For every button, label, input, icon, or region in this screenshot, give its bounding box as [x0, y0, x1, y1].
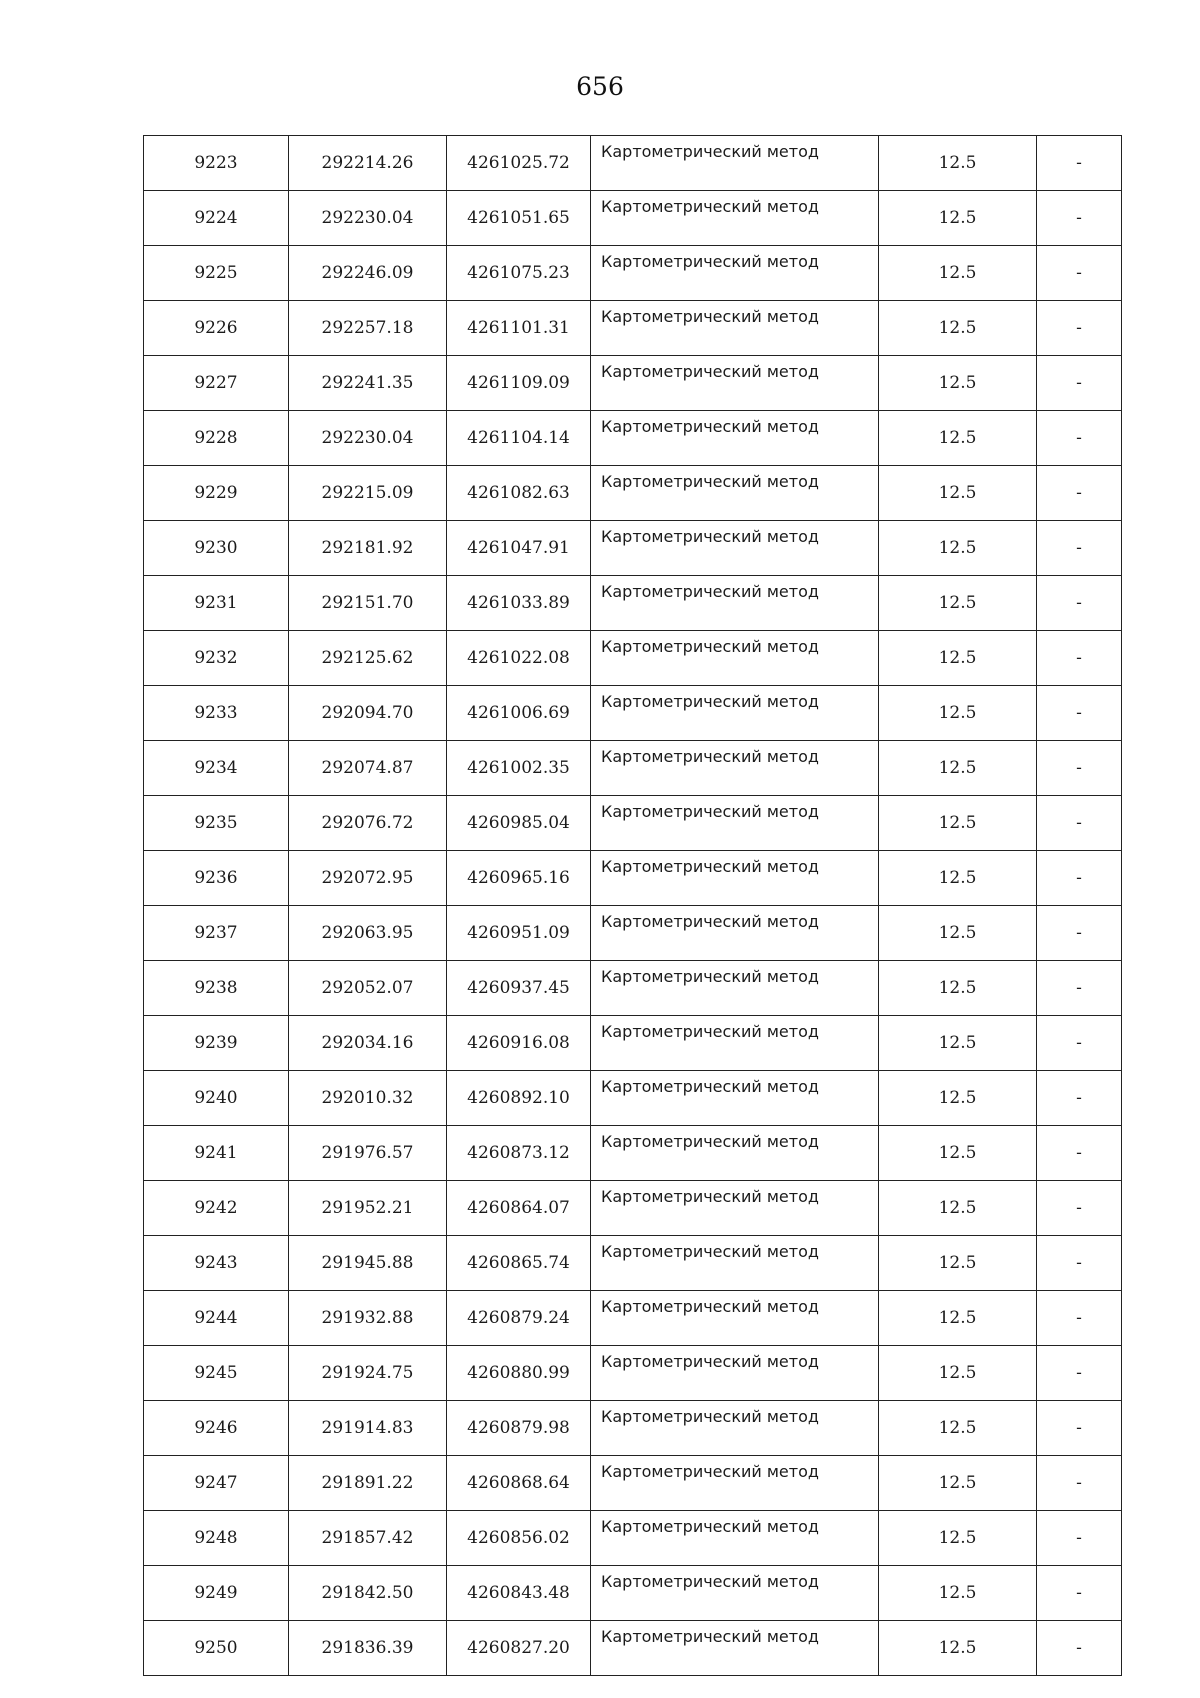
method-cell: Картометрический метод	[591, 356, 879, 411]
note-cell: -	[1037, 521, 1122, 576]
coordinates-table	[143, 135, 1122, 1676]
method-cell: Картометрический метод	[591, 1236, 879, 1291]
note-cell: -	[1037, 1071, 1122, 1126]
y-coordinate-cell: 4261075.23	[447, 246, 591, 301]
table-row	[144, 356, 1122, 411]
y-coordinate-cell: 4260892.10	[447, 1071, 591, 1126]
table-row	[144, 1346, 1122, 1401]
table-row	[144, 301, 1122, 356]
y-coordinate-cell: 4261002.35	[447, 741, 591, 796]
y-coordinate-cell: 4260879.98	[447, 1401, 591, 1456]
y-coordinate-cell: 4261082.63	[447, 466, 591, 521]
point-number-cell: 9228	[144, 411, 289, 466]
table-body	[144, 136, 1122, 1676]
y-coordinate-cell: 4261033.89	[447, 576, 591, 631]
x-coordinate-cell: 292230.04	[289, 191, 447, 246]
note-cell: -	[1037, 1401, 1122, 1456]
table-row	[144, 796, 1122, 851]
point-number-cell: 9242	[144, 1181, 289, 1236]
x-coordinate-cell: 291891.22	[289, 1456, 447, 1511]
point-number-cell: 9250	[144, 1621, 289, 1676]
point-number-cell: 9241	[144, 1126, 289, 1181]
point-number-cell: 9240	[144, 1071, 289, 1126]
y-coordinate-cell: 4260985.04	[447, 796, 591, 851]
table-row	[144, 1126, 1122, 1181]
y-coordinate-cell: 4261047.91	[447, 521, 591, 576]
table-row	[144, 411, 1122, 466]
method-cell: Картометрический метод	[591, 1071, 879, 1126]
accuracy-cell: 12.5	[879, 1126, 1037, 1181]
table-row	[144, 1016, 1122, 1071]
method-cell: Картометрический метод	[591, 1181, 879, 1236]
table-row	[144, 1236, 1122, 1291]
y-coordinate-cell: 4260843.48	[447, 1566, 591, 1621]
method-cell: Картометрический метод	[591, 1566, 879, 1621]
y-coordinate-cell: 4260916.08	[447, 1016, 591, 1071]
method-cell: Картометрический метод	[591, 1016, 879, 1071]
x-coordinate-cell: 291945.88	[289, 1236, 447, 1291]
note-cell: -	[1037, 576, 1122, 631]
point-number-cell: 9226	[144, 301, 289, 356]
accuracy-cell: 12.5	[879, 1401, 1037, 1456]
table-row	[144, 1456, 1122, 1511]
note-cell: -	[1037, 851, 1122, 906]
note-cell: -	[1037, 301, 1122, 356]
method-cell: Картометрический метод	[591, 136, 879, 191]
method-cell: Картометрический метод	[591, 1346, 879, 1401]
y-coordinate-cell: 4260856.02	[447, 1511, 591, 1566]
accuracy-cell: 12.5	[879, 246, 1037, 301]
method-cell: Картометрический метод	[591, 521, 879, 576]
note-cell: -	[1037, 466, 1122, 521]
point-number-cell: 9248	[144, 1511, 289, 1566]
y-coordinate-cell: 4260880.99	[447, 1346, 591, 1401]
note-cell: -	[1037, 1511, 1122, 1566]
x-coordinate-cell: 292214.26	[289, 136, 447, 191]
note-cell: -	[1037, 1456, 1122, 1511]
accuracy-cell: 12.5	[879, 411, 1037, 466]
accuracy-cell: 12.5	[879, 136, 1037, 191]
x-coordinate-cell: 291914.83	[289, 1401, 447, 1456]
accuracy-cell: 12.5	[879, 1511, 1037, 1566]
table-row	[144, 1071, 1122, 1126]
point-number-cell: 9238	[144, 961, 289, 1016]
y-coordinate-cell: 4260865.74	[447, 1236, 591, 1291]
y-coordinate-cell: 4261051.65	[447, 191, 591, 246]
method-cell: Картометрический метод	[591, 411, 879, 466]
point-number-cell: 9223	[144, 136, 289, 191]
y-coordinate-cell: 4260951.09	[447, 906, 591, 961]
y-coordinate-cell: 4261025.72	[447, 136, 591, 191]
note-cell: -	[1037, 1126, 1122, 1181]
point-number-cell: 9237	[144, 906, 289, 961]
x-coordinate-cell: 292074.87	[289, 741, 447, 796]
method-cell: Картометрический метод	[591, 246, 879, 301]
point-number-cell: 9245	[144, 1346, 289, 1401]
table-row	[144, 631, 1122, 686]
note-cell: -	[1037, 356, 1122, 411]
note-cell: -	[1037, 686, 1122, 741]
point-number-cell: 9224	[144, 191, 289, 246]
x-coordinate-cell: 292257.18	[289, 301, 447, 356]
method-cell: Картометрический метод	[591, 906, 879, 961]
note-cell: -	[1037, 1181, 1122, 1236]
table-row	[144, 1511, 1122, 1566]
page-number: 656	[576, 72, 624, 101]
y-coordinate-cell: 4261022.08	[447, 631, 591, 686]
y-coordinate-cell: 4260937.45	[447, 961, 591, 1016]
note-cell: -	[1037, 906, 1122, 961]
x-coordinate-cell: 292241.35	[289, 356, 447, 411]
note-cell: -	[1037, 1346, 1122, 1401]
accuracy-cell: 12.5	[879, 466, 1037, 521]
method-cell: Картометрический метод	[591, 686, 879, 741]
note-cell: -	[1037, 1621, 1122, 1676]
note-cell: -	[1037, 1016, 1122, 1071]
x-coordinate-cell: 292072.95	[289, 851, 447, 906]
accuracy-cell: 12.5	[879, 191, 1037, 246]
accuracy-cell: 12.5	[879, 1346, 1037, 1401]
point-number-cell: 9234	[144, 741, 289, 796]
accuracy-cell: 12.5	[879, 1621, 1037, 1676]
accuracy-cell: 12.5	[879, 1291, 1037, 1346]
point-number-cell: 9235	[144, 796, 289, 851]
point-number-cell: 9247	[144, 1456, 289, 1511]
method-cell: Картометрический метод	[591, 1126, 879, 1181]
x-coordinate-cell: 292094.70	[289, 686, 447, 741]
note-cell: -	[1037, 961, 1122, 1016]
method-cell: Картометрический метод	[591, 1511, 879, 1566]
table-row	[144, 1291, 1122, 1346]
accuracy-cell: 12.5	[879, 686, 1037, 741]
point-number-cell: 9243	[144, 1236, 289, 1291]
point-number-cell: 9244	[144, 1291, 289, 1346]
method-cell: Картометрический метод	[591, 1291, 879, 1346]
x-coordinate-cell: 292034.16	[289, 1016, 447, 1071]
accuracy-cell: 12.5	[879, 521, 1037, 576]
point-number-cell: 9230	[144, 521, 289, 576]
accuracy-cell: 12.5	[879, 1456, 1037, 1511]
point-number-cell: 9225	[144, 246, 289, 301]
point-number-cell: 9239	[144, 1016, 289, 1071]
point-number-cell: 9227	[144, 356, 289, 411]
y-coordinate-cell: 4261006.69	[447, 686, 591, 741]
table-row	[144, 466, 1122, 521]
y-coordinate-cell: 4260879.24	[447, 1291, 591, 1346]
method-cell: Картометрический метод	[591, 796, 879, 851]
x-coordinate-cell: 292181.92	[289, 521, 447, 576]
accuracy-cell: 12.5	[879, 1181, 1037, 1236]
table-row	[144, 521, 1122, 576]
accuracy-cell: 12.5	[879, 851, 1037, 906]
table-row	[144, 1621, 1122, 1676]
x-coordinate-cell: 291932.88	[289, 1291, 447, 1346]
note-cell: -	[1037, 1291, 1122, 1346]
accuracy-cell: 12.5	[879, 961, 1037, 1016]
x-coordinate-cell: 292125.62	[289, 631, 447, 686]
x-coordinate-cell: 291924.75	[289, 1346, 447, 1401]
x-coordinate-cell: 291976.57	[289, 1126, 447, 1181]
note-cell: -	[1037, 796, 1122, 851]
accuracy-cell: 12.5	[879, 301, 1037, 356]
method-cell: Картометрический метод	[591, 191, 879, 246]
y-coordinate-cell: 4260965.16	[447, 851, 591, 906]
x-coordinate-cell: 292063.95	[289, 906, 447, 961]
table-row	[144, 851, 1122, 906]
x-coordinate-cell: 292010.32	[289, 1071, 447, 1126]
table-row	[144, 906, 1122, 961]
table-row	[144, 1181, 1122, 1236]
y-coordinate-cell: 4260873.12	[447, 1126, 591, 1181]
note-cell: -	[1037, 411, 1122, 466]
method-cell: Картометрический метод	[591, 301, 879, 356]
x-coordinate-cell: 291857.42	[289, 1511, 447, 1566]
x-coordinate-cell: 292246.09	[289, 246, 447, 301]
method-cell: Картометрический метод	[591, 961, 879, 1016]
accuracy-cell: 12.5	[879, 796, 1037, 851]
method-cell: Картометрический метод	[591, 576, 879, 631]
y-coordinate-cell: 4260864.07	[447, 1181, 591, 1236]
point-number-cell: 9236	[144, 851, 289, 906]
method-cell: Картометрический метод	[591, 1456, 879, 1511]
point-number-cell: 9233	[144, 686, 289, 741]
y-coordinate-cell: 4260827.20	[447, 1621, 591, 1676]
x-coordinate-cell: 291952.21	[289, 1181, 447, 1236]
method-cell: Картометрический метод	[591, 1621, 879, 1676]
accuracy-cell: 12.5	[879, 1566, 1037, 1621]
note-cell: -	[1037, 741, 1122, 796]
x-coordinate-cell: 292052.07	[289, 961, 447, 1016]
table-row	[144, 191, 1122, 246]
table-row	[144, 961, 1122, 1016]
method-cell: Картометрический метод	[591, 466, 879, 521]
table-row	[144, 741, 1122, 796]
accuracy-cell: 12.5	[879, 1071, 1037, 1126]
accuracy-cell: 12.5	[879, 741, 1037, 796]
x-coordinate-cell: 292151.70	[289, 576, 447, 631]
note-cell: -	[1037, 1236, 1122, 1291]
accuracy-cell: 12.5	[879, 631, 1037, 686]
table-row	[144, 576, 1122, 631]
table-row	[144, 686, 1122, 741]
accuracy-cell: 12.5	[879, 576, 1037, 631]
note-cell: -	[1037, 631, 1122, 686]
x-coordinate-cell: 292215.09	[289, 466, 447, 521]
note-cell: -	[1037, 191, 1122, 246]
note-cell: -	[1037, 246, 1122, 301]
accuracy-cell: 12.5	[879, 356, 1037, 411]
point-number-cell: 9229	[144, 466, 289, 521]
y-coordinate-cell: 4261101.31	[447, 301, 591, 356]
method-cell: Картометрический метод	[591, 631, 879, 686]
method-cell: Картометрический метод	[591, 741, 879, 796]
note-cell: -	[1037, 136, 1122, 191]
table-row	[144, 136, 1122, 191]
point-number-cell: 9246	[144, 1401, 289, 1456]
y-coordinate-cell: 4261109.09	[447, 356, 591, 411]
x-coordinate-cell: 292230.04	[289, 411, 447, 466]
point-number-cell: 9249	[144, 1566, 289, 1621]
y-coordinate-cell: 4261104.14	[447, 411, 591, 466]
accuracy-cell: 12.5	[879, 1016, 1037, 1071]
table-row	[144, 1401, 1122, 1456]
point-number-cell: 9232	[144, 631, 289, 686]
table-row	[144, 1566, 1122, 1621]
x-coordinate-cell: 291842.50	[289, 1566, 447, 1621]
y-coordinate-cell: 4260868.64	[447, 1456, 591, 1511]
accuracy-cell: 12.5	[879, 1236, 1037, 1291]
x-coordinate-cell: 292076.72	[289, 796, 447, 851]
accuracy-cell: 12.5	[879, 906, 1037, 961]
method-cell: Картометрический метод	[591, 851, 879, 906]
method-cell: Картометрический метод	[591, 1401, 879, 1456]
x-coordinate-cell: 291836.39	[289, 1621, 447, 1676]
point-number-cell: 9231	[144, 576, 289, 631]
note-cell: -	[1037, 1566, 1122, 1621]
table-row	[144, 246, 1122, 301]
